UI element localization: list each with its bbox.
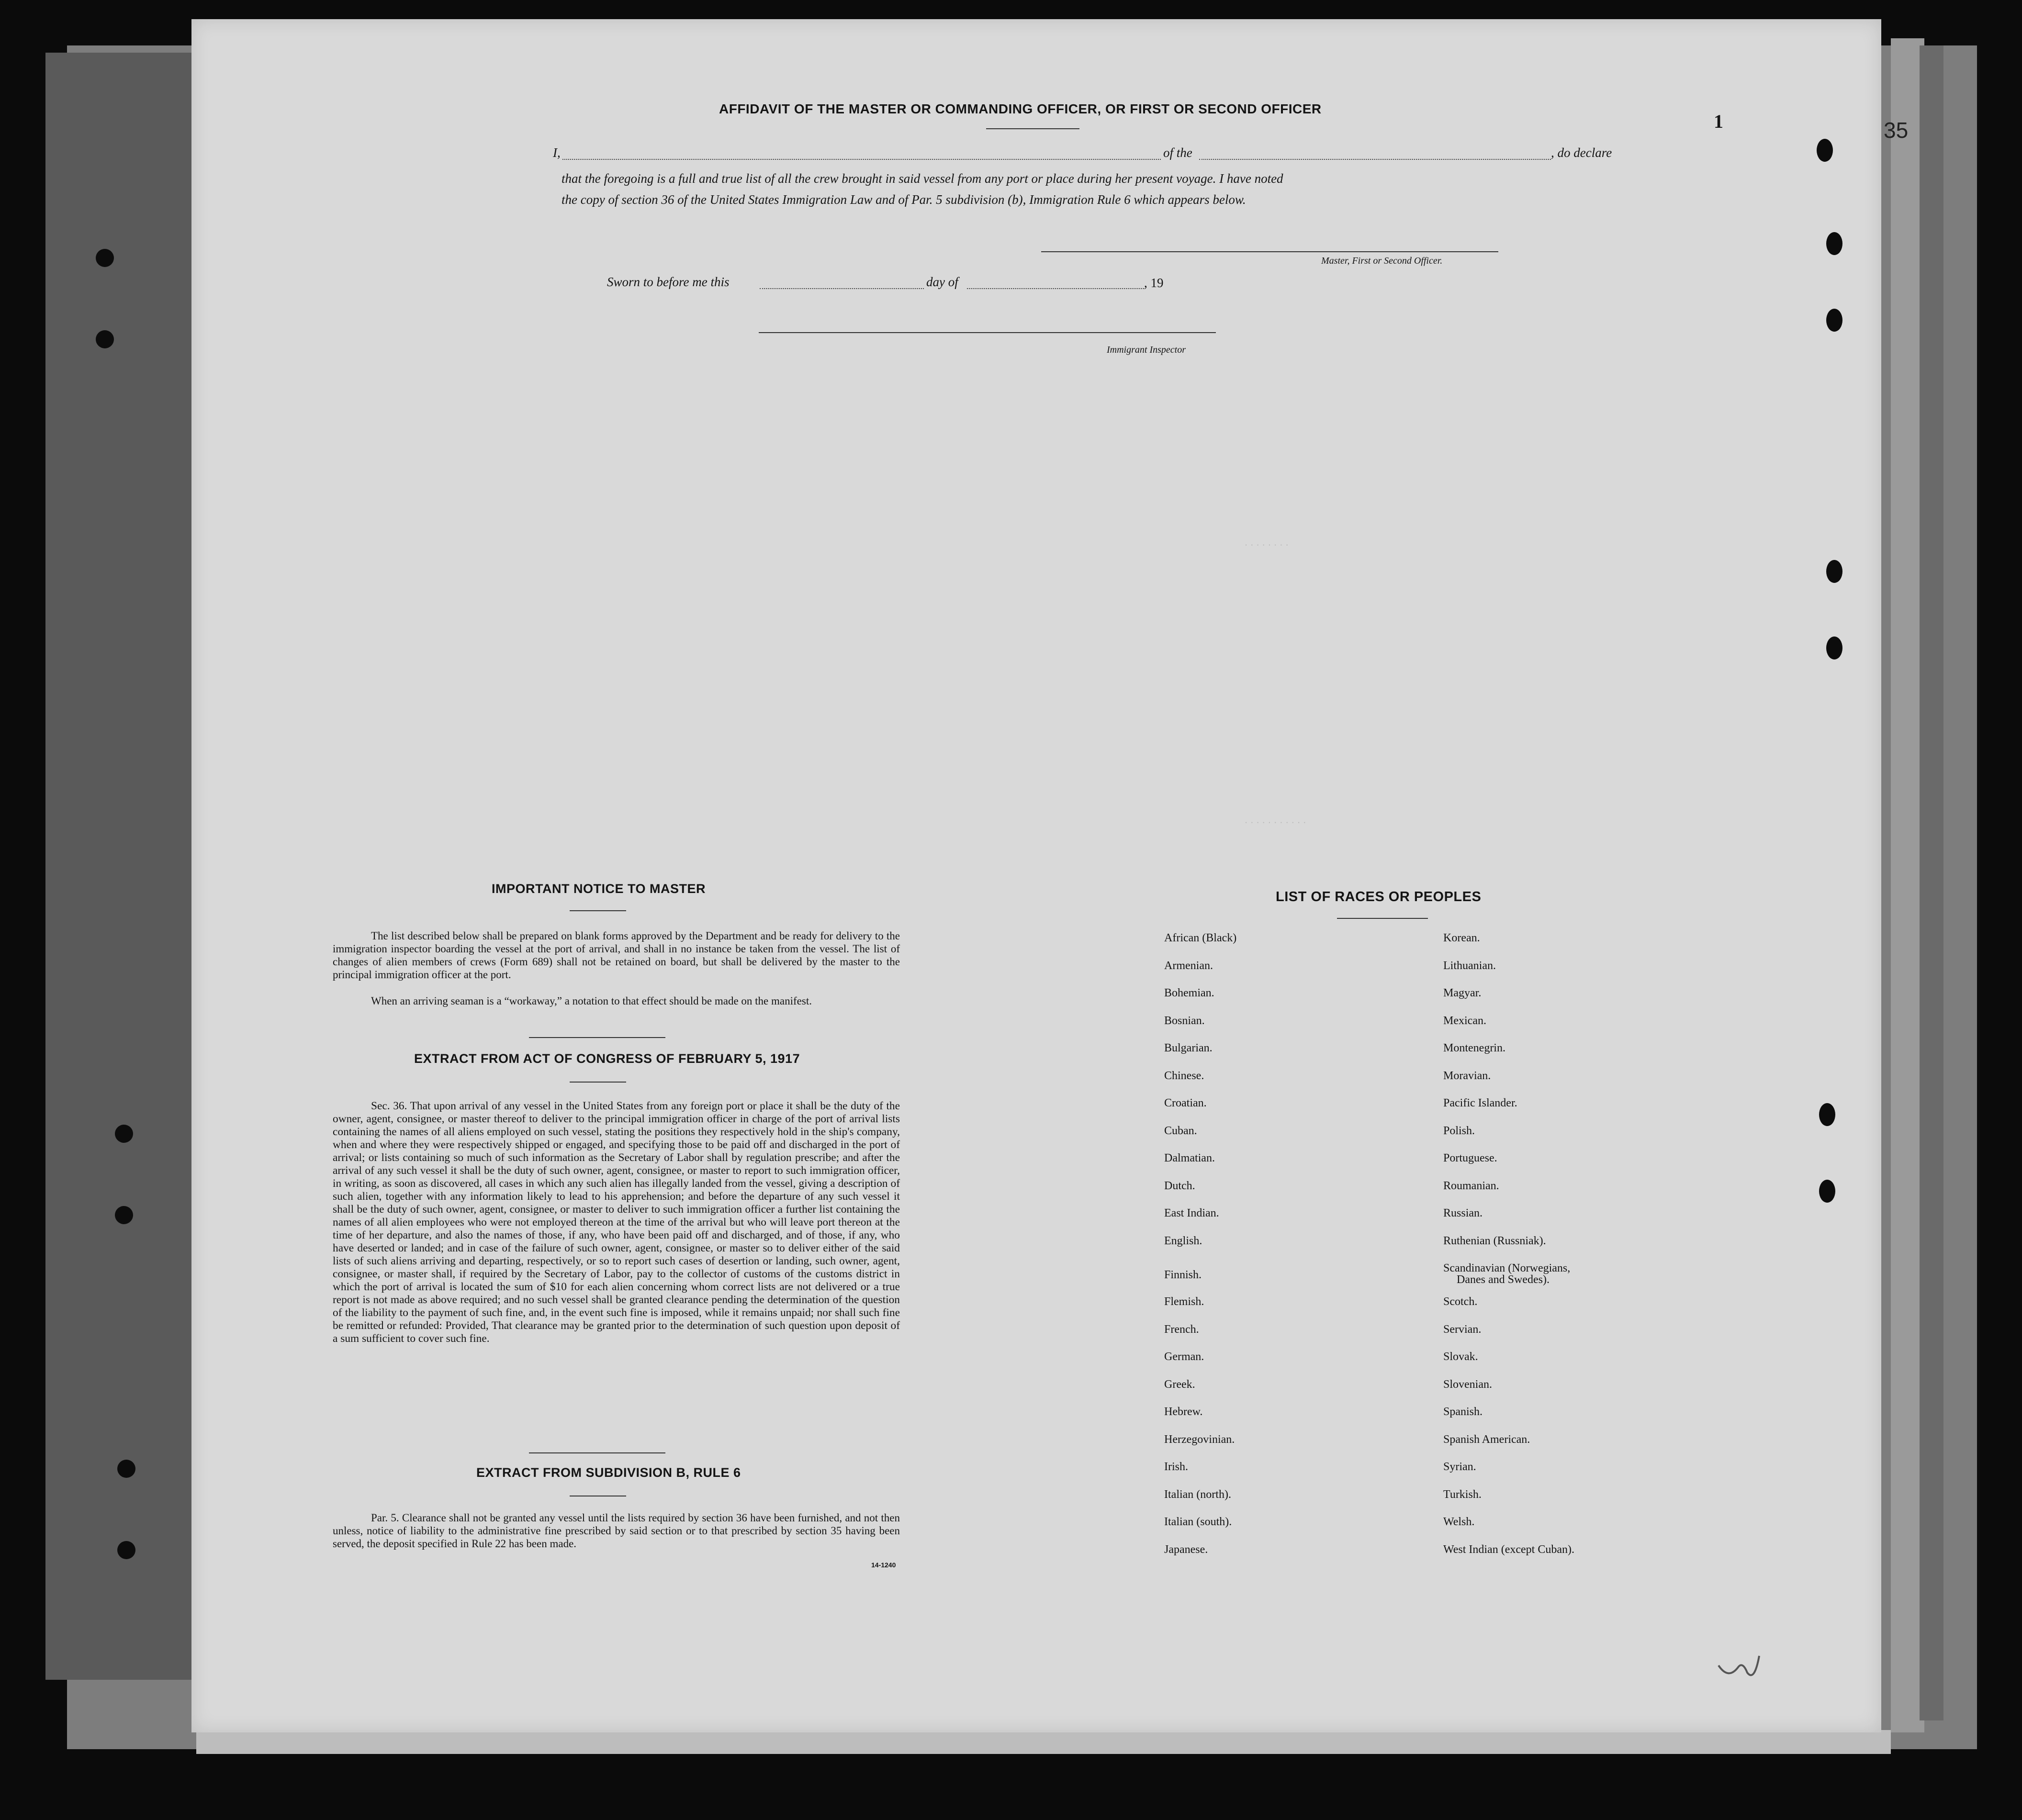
race-item: Hebrew. — [1164, 1406, 1203, 1418]
section-rule — [529, 1037, 665, 1038]
race-item: Moravian. — [1443, 1069, 1491, 1082]
race-item: Scandinavian (Norwegians, — [1443, 1262, 1571, 1274]
race-item: Portuguese. — [1443, 1152, 1497, 1164]
race-item: Lithuanian. — [1443, 959, 1496, 972]
races-right-column — [1443, 932, 1574, 1571]
handwritten-mark — [1714, 1646, 1766, 1685]
notice-rule — [570, 910, 626, 911]
race-item: French. — [1164, 1323, 1199, 1336]
affidavit-line-2: that the foregoing is a full and true list of all the crew brought in said vessel from any port or place during her present voyage. I have noted — [562, 171, 1283, 186]
race-item: Slovenian. — [1443, 1378, 1492, 1391]
binder-hole — [1819, 1103, 1835, 1126]
binder-hole — [96, 330, 114, 348]
vessel-name-field[interactable] — [1199, 159, 1551, 160]
underlying-page-right-edge-2 — [1920, 45, 1943, 1720]
affidavit-line-3: the copy of section 36 of the United States Immigration Law and of Par. 5 subdivision (b), Immigration Rule 6 which appears below. — [562, 192, 1246, 207]
race-item: Polish. — [1443, 1124, 1475, 1137]
binder-hole — [1826, 560, 1842, 583]
race-item: Armenian. — [1164, 959, 1213, 972]
affidavit-of-the-label: of the — [1163, 145, 1192, 160]
race-item: Japanese. — [1164, 1543, 1208, 1556]
binder-hole — [96, 249, 114, 267]
race-item: Korean. — [1443, 932, 1480, 944]
binder-hole — [1826, 232, 1842, 255]
race-item: Danes and Swedes). — [1457, 1273, 1550, 1286]
bleed-through-text: . . . . . . . . . . . — [1245, 814, 1306, 826]
master-name-field[interactable] — [562, 159, 1161, 160]
binder-hole — [117, 1541, 135, 1559]
rule-extract-body-text: Par. 5. Clearance shall not be granted any vessel until the lists required by section 36 have been furnished, and not then unless, notice of liability to the administrative fine prescribed by said section or to that prescribed by section 35 having been served, the deposit specified in Rule 22 has been made. — [333, 1512, 900, 1550]
act-extract-rule — [570, 1082, 626, 1083]
race-item: Croatian. — [1164, 1097, 1207, 1109]
year-label: , 19 — [1144, 276, 1164, 290]
form-sheet — [191, 19, 1881, 1732]
binder-hole — [117, 1460, 135, 1478]
notice-title: IMPORTANT NOTICE TO MASTER — [492, 882, 706, 896]
sworn-label: Sworn to before me this — [607, 275, 730, 289]
act-extract-body — [333, 1100, 900, 1345]
race-item: Flemish. — [1164, 1295, 1204, 1308]
race-item: Herzegovinian. — [1164, 1433, 1235, 1446]
race-item-multiline — [1443, 1262, 1574, 1296]
race-item: Italian (north). — [1164, 1488, 1231, 1501]
races-left-column — [1164, 932, 1236, 1571]
race-item: Scotch. — [1443, 1295, 1478, 1308]
notice-body — [333, 929, 900, 981]
race-item: Chinese. — [1164, 1069, 1204, 1082]
race-item: Roumanian. — [1443, 1179, 1499, 1192]
race-item: Spanish. — [1443, 1406, 1483, 1418]
title-rule — [986, 128, 1079, 129]
binder-hole — [1826, 309, 1842, 332]
race-item: Slovak. — [1443, 1351, 1478, 1363]
race-item: Ruthenian (Russniak). — [1443, 1234, 1546, 1247]
sheet-bottom-edge — [196, 1730, 1891, 1754]
act-extract-body-text: Sec. 36. That upon arrival of any vessel in the United States from any foreign port or place it shall be the duty of the owner, agent, consignee, or master thereof to deliver to the principal immigration officer in charge of the port of arrival lists containing the names of all aliens employed on such vessel, stating the positions they respectively hold in the ship's company, when and where they were respectively shipped or engaged, and specifying those to be paid off and discharged in the port of arrival; or lists containing so much of such information as the Secretary of Labor shall by regulation prescribe; and after the arrival of any such vessel it shall be the duty of such owner, agent, consignee, or master to report to such immigration officer, in writing, as soon as discovered, all cases in which any such alien has illegally landed from the vessel, giving a description of such alien, together with any information likely to lead to his apprehension; and before the departure of any such vessel it shall be the duty of such owner, agent, consignee, or master to deliver to such immigration officer a further list containing the names of all alien employees who were not employed thereon at the time of the arrival but who will leave port thereon at the time of her departure, and also the names of those, if any, who have been paid off and discharged, and of those, if any, who have deserted or landed; and in case of the failure of such owner, agent, consignee, or master so to deliver either of the said lists of such aliens arriving and departing, respectively, or so to report such cases of desertion or landing, such owner, agent, consignee, or master shall, if required by the Secretary of Labor, pay to the collector of customs of the customs district in which the port of arrival is located the sum of $10 for each alien concerning whom correct lists are not delivered or a true report is not made as above required; and no such vessel shall be granted clearance pending the determination of the question of the liability to the payment of such fine, and, in the event such fine is imposed, while it remains unpaid; nor shall such fine be remitted or refunded: Provided, That clearance may be granted prior to the determination of such question upon deposit of a sum sufficient to cover such fine. — [333, 1100, 900, 1345]
notice-body-text: The list described below shall be prepared on blank forms approved by the Department and be ready for delivery to the immigration inspector boarding the vessel at the port of arrival, and shall in no instance be taken from the vessel. The list of changes of alien members of crews (Form 689) shall not be retained on board, but shall be delivered by the master to the principal immigration officer at the port. — [333, 930, 900, 981]
rule-extract-title: EXTRACT FROM SUBDIVISION B, RULE 6 — [476, 1465, 741, 1480]
inspector-label: Immigrant Inspector — [1107, 345, 1186, 355]
race-item: Mexican. — [1443, 1014, 1486, 1027]
affidavit-i-label: I, — [553, 145, 561, 160]
affidavit-declare-label: , do declare — [1551, 145, 1612, 160]
race-item: Montenegrin. — [1443, 1042, 1505, 1054]
race-item: Dutch. — [1164, 1179, 1195, 1192]
race-item: Welsh. — [1443, 1516, 1475, 1528]
race-item: West Indian (except Cuban). — [1443, 1543, 1574, 1556]
race-item: Turkish. — [1443, 1488, 1482, 1501]
page-number: 1 — [1714, 111, 1723, 132]
underlying-page-edge — [45, 53, 199, 1680]
section-rule — [529, 1452, 665, 1453]
race-item: Dalmatian. — [1164, 1152, 1215, 1164]
race-item: Bulgarian. — [1164, 1042, 1213, 1054]
race-item: African (Black) — [1164, 932, 1237, 944]
race-item: Pacific Islander. — [1443, 1097, 1517, 1109]
race-item: German. — [1164, 1351, 1204, 1363]
race-item: Russian. — [1443, 1207, 1483, 1219]
race-item: Syrian. — [1443, 1461, 1476, 1473]
race-item: Italian (south). — [1164, 1516, 1232, 1528]
binder-hole — [115, 1125, 133, 1143]
race-item: Bosnian. — [1164, 1014, 1205, 1027]
race-item: Magyar. — [1443, 987, 1482, 999]
race-item: Spanish American. — [1443, 1433, 1530, 1446]
form-number: 14-1240 — [871, 1561, 896, 1569]
notice-body-2-text: When an arriving seaman is a “workaway,” a notation to that effect should be made on the manifest. — [371, 995, 812, 1007]
affidavit-title: AFFIDAVIT OF THE MASTER OR COMMANDING OFFICER, OR FIRST OR SECOND OFFICER — [719, 101, 1322, 116]
race-item: East Indian. — [1164, 1207, 1219, 1219]
race-item: Greek. — [1164, 1378, 1195, 1391]
act-extract-title: EXTRACT FROM ACT OF CONGRESS OF FEBRUARY 5, 1917 — [414, 1051, 800, 1066]
binder-hole — [1826, 636, 1842, 659]
day-of-label: day of — [926, 275, 958, 289]
binder-hole — [1819, 1180, 1835, 1203]
binder-hole — [115, 1206, 133, 1224]
races-title: LIST OF RACES OR PEOPLES — [1276, 889, 1482, 904]
race-item: Finnish. — [1164, 1269, 1202, 1281]
binder-hole — [1817, 139, 1833, 162]
race-item: English. — [1164, 1234, 1202, 1247]
master-signature-label: Master, First or Second Officer. — [1321, 256, 1443, 266]
rule-extract-body — [333, 1511, 900, 1550]
race-item: Irish. — [1164, 1461, 1188, 1473]
races-rule — [1337, 918, 1428, 919]
race-item: Servian. — [1443, 1323, 1482, 1336]
notice-body-2 — [333, 994, 900, 1007]
sworn-month-field[interactable] — [967, 288, 1144, 289]
edge-number: 35 — [1884, 118, 1909, 143]
master-signature-line[interactable] — [1041, 251, 1498, 252]
bleed-through-text: . . . . . . . . — [1245, 536, 1289, 548]
inspector-signature-line[interactable] — [759, 332, 1216, 333]
race-item: Bohemian. — [1164, 987, 1214, 999]
race-item: Cuban. — [1164, 1124, 1197, 1137]
sworn-day-field[interactable] — [760, 288, 924, 289]
